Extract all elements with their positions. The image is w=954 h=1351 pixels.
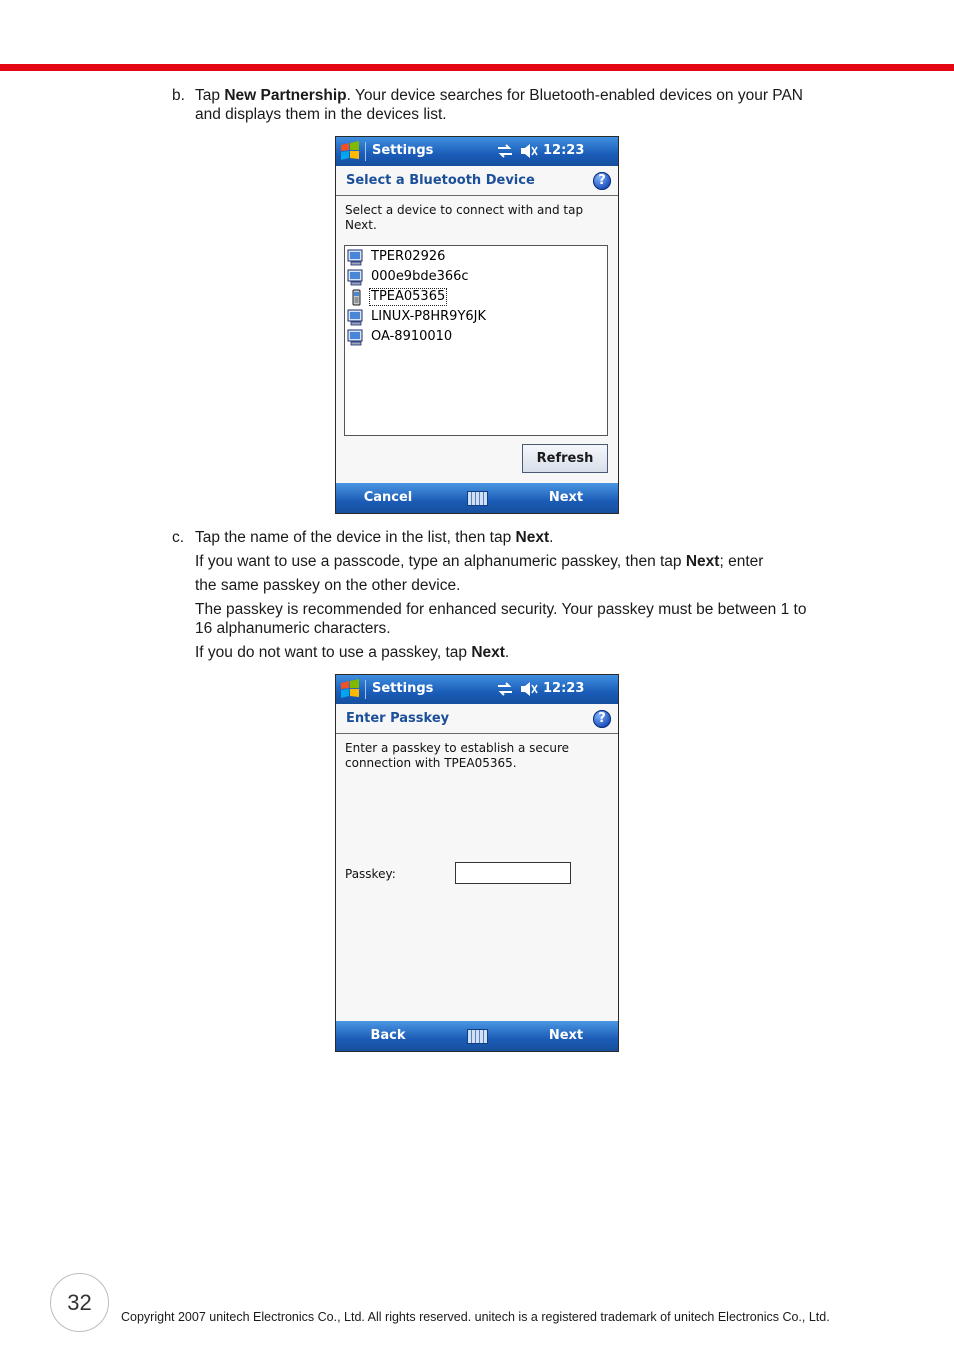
page-header bbox=[336, 704, 618, 734]
computer-icon bbox=[347, 309, 365, 326]
step-c-line6-prefix: If you do not want to use a passkey, tap bbox=[195, 644, 472, 661]
step-c-line3: the same passkey on the other device. bbox=[195, 577, 461, 594]
step-c-marker: c. bbox=[172, 529, 185, 546]
step-b-marker: b. bbox=[172, 87, 185, 104]
help-icon[interactable]: ? bbox=[593, 172, 611, 190]
step-b-line1 bbox=[195, 86, 803, 105]
instruction-line-1: Enter a passkey to establish a secure bbox=[345, 741, 570, 755]
step-c-line2-prefix: If you want to use a passcode, type an alphanumeric passkey, then tap bbox=[195, 553, 686, 570]
volume-muted-icon[interactable] bbox=[519, 143, 539, 159]
device-name: TPEA05365 bbox=[371, 289, 446, 304]
device-name: OA-8910010 bbox=[371, 329, 453, 344]
step-b-prefix: Tap bbox=[195, 87, 225, 104]
title-bar bbox=[336, 137, 618, 166]
passkey-input[interactable] bbox=[455, 862, 571, 884]
step-c-line1-prefix: Tap the name of the device in the list, then tap bbox=[195, 529, 516, 546]
step-c-line6 bbox=[195, 643, 509, 662]
computer-icon bbox=[347, 329, 365, 346]
softkey-bar bbox=[336, 1021, 618, 1051]
connectivity-icon[interactable] bbox=[496, 681, 514, 697]
step-c-line5: 16 alphanumeric characters. bbox=[195, 620, 391, 637]
volume-muted-icon[interactable] bbox=[519, 681, 539, 697]
device-name: 000e9bde366c bbox=[371, 269, 469, 284]
step-c-line1-bold: Next bbox=[515, 529, 550, 546]
step-b-bold: New Partnership bbox=[224, 87, 347, 104]
copyright-notice: Copyright 2007 unitech Electronics Co., Ltd. All rights reserved. unitech is a registered trademark of unitech Electronics Co., Ltd. bbox=[121, 1310, 830, 1324]
step-c-line2-bold: Next bbox=[685, 553, 720, 570]
title-bar bbox=[336, 675, 618, 704]
step-c-line6-bold: Next bbox=[471, 644, 505, 661]
clock[interactable]: 12:23 bbox=[543, 143, 585, 158]
step-c-line1-suffix: . bbox=[549, 529, 554, 546]
computer-icon bbox=[347, 249, 365, 266]
passkey-label: Passkey: bbox=[345, 867, 396, 881]
step-c-line2-suffix: ; enter bbox=[719, 553, 764, 570]
app-title: Settings bbox=[372, 143, 434, 158]
keyboard-icon[interactable] bbox=[467, 1029, 488, 1044]
screenshot-select-device bbox=[335, 136, 619, 514]
windows-start-icon[interactable] bbox=[340, 141, 360, 161]
clock[interactable]: 12:23 bbox=[543, 681, 585, 696]
device-name: LINUX-P8HR9Y6JK bbox=[371, 309, 487, 324]
step-b-rest: . Your device searches for Bluetooth-enabled devices on your PAN bbox=[346, 87, 804, 104]
instruction-line-1: Select a device to connect with and tap bbox=[345, 203, 584, 217]
title-separator bbox=[365, 142, 366, 161]
help-icon[interactable]: ? bbox=[593, 710, 611, 728]
windows-start-icon[interactable] bbox=[340, 679, 360, 699]
instruction-line-2: Next. bbox=[345, 218, 377, 232]
step-c-line2 bbox=[195, 552, 763, 571]
device-name: TPER02926 bbox=[371, 249, 446, 264]
keyboard-icon[interactable] bbox=[467, 491, 488, 506]
device-list[interactable] bbox=[344, 245, 608, 436]
back-softkey[interactable]: Back bbox=[370, 1028, 406, 1043]
instruction-line-2: connection with TPEA05365. bbox=[345, 756, 517, 770]
page-header bbox=[336, 166, 618, 196]
phone-icon bbox=[347, 289, 365, 306]
page-title: Enter Passkey bbox=[346, 711, 450, 726]
page-number: 32 bbox=[50, 1273, 109, 1332]
step-b-line2: and displays them in the devices list. bbox=[195, 106, 447, 123]
step-c-line6-suffix: . bbox=[504, 644, 510, 661]
softkey-bar bbox=[336, 483, 618, 513]
next-softkey[interactable]: Next bbox=[548, 490, 584, 505]
page-title: Select a Bluetooth Device bbox=[346, 173, 535, 188]
refresh-button[interactable]: Refresh bbox=[522, 444, 608, 473]
step-c-line1 bbox=[195, 528, 553, 547]
cancel-softkey[interactable]: Cancel bbox=[363, 490, 413, 505]
connectivity-icon[interactable] bbox=[496, 143, 514, 159]
screenshot-enter-passkey bbox=[335, 674, 619, 1052]
step-c-line4: The passkey is recommended for enhanced security. Your passkey must be between 1 to bbox=[195, 601, 807, 618]
next-softkey[interactable]: Next bbox=[548, 1028, 584, 1043]
header-red-rule bbox=[0, 64, 954, 71]
title-separator bbox=[365, 680, 366, 699]
app-title: Settings bbox=[372, 681, 434, 696]
computer-icon bbox=[347, 269, 365, 286]
